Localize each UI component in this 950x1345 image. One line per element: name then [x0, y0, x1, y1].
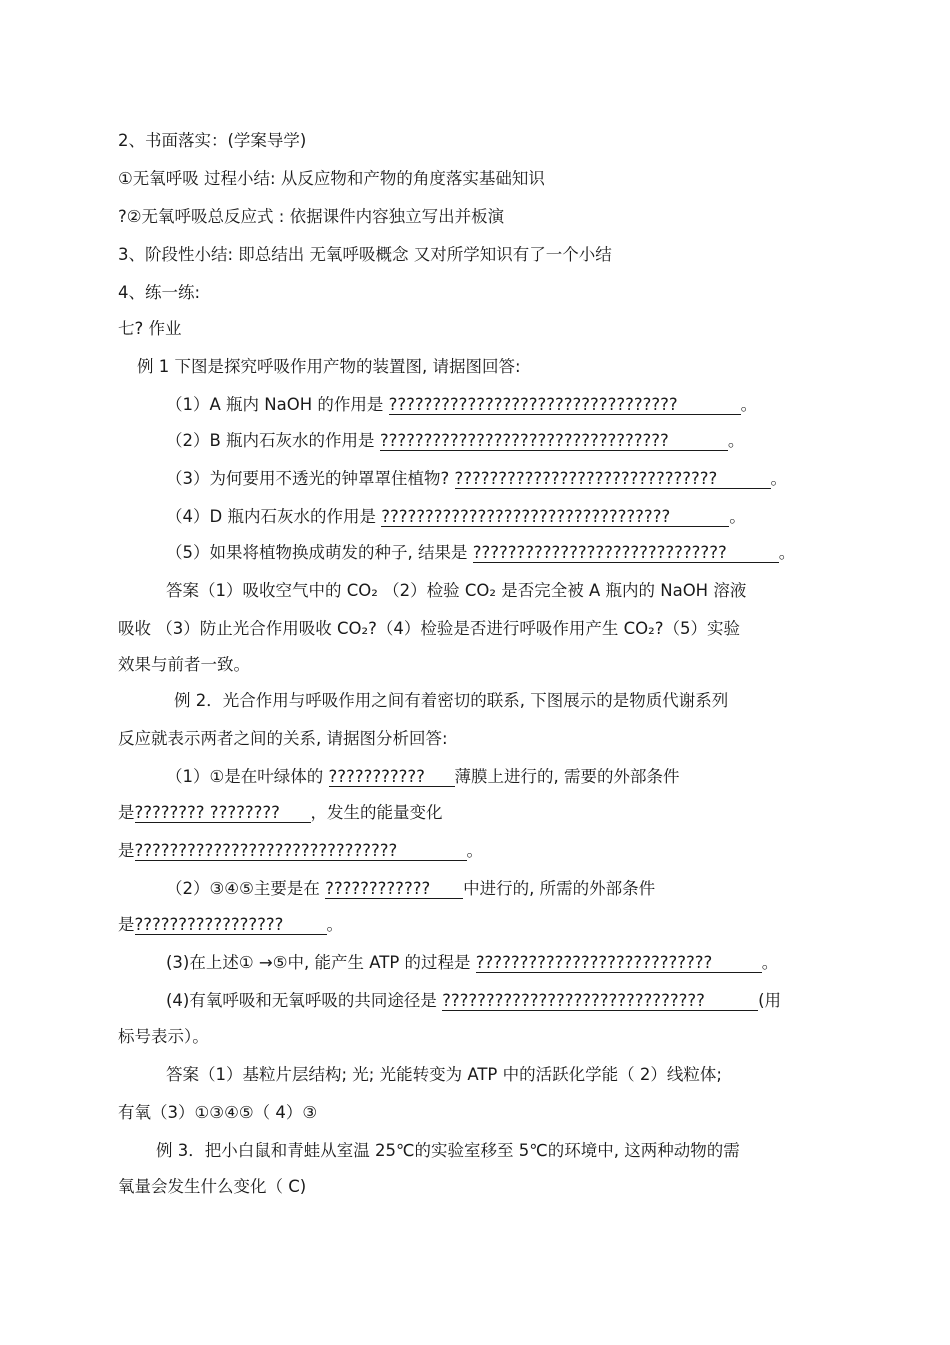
question-text: (3)在上述① →⑤中, 能产生 ATP 的过程是: [166, 953, 476, 972]
question-end: 。: [740, 395, 758, 414]
answer-blank: ????????????: [325, 880, 463, 899]
answer-line: 有氧（3）①③④⑤（ 4）③: [118, 1103, 318, 1122]
question-end: (用: [758, 991, 782, 1010]
question-text: 是: [118, 803, 135, 822]
question-line: [118, 915, 343, 935]
question-text: (4)有氧呼吸和无氧呼吸的共同途径是: [166, 991, 443, 1010]
answer-blank: ?????????????????????????????????: [381, 508, 729, 527]
question-line: [118, 841, 483, 861]
answer-blank: ???????? ????????: [135, 804, 311, 823]
answer-line: 答案（1）基粒片层结构; 光; 光能转变为 ATP 中的活跃化学能（ 2）线粒体;: [166, 1065, 722, 1084]
text-line: ?②无氧呼吸总反应式 : 依据课件内容独立写出并板演: [118, 207, 505, 226]
question-text: （1）A 瓶内 NaOH 的作用是: [166, 395, 389, 414]
question-text: （2）③④⑤主要是在: [166, 879, 326, 898]
question-text: 是: [118, 915, 135, 934]
question-end: 。: [727, 431, 745, 450]
question-end: 。: [761, 953, 779, 972]
question-line: [166, 953, 778, 973]
text-line: ①无氧呼吸 过程小结: 从反应物和产物的角度落实基础知识: [118, 169, 545, 188]
example-title: 反应就表示两者之间的关系, 请据图分析回答:: [118, 729, 448, 748]
question-line: [166, 879, 655, 899]
question-end: 。: [466, 841, 483, 860]
example-title: 例 2．光合作用与呼吸作用之间有着密切的联系, 下图展示的是物质代谢系列: [174, 691, 729, 710]
question-line: [166, 395, 757, 415]
question-end: 。: [770, 469, 788, 488]
question-line: [166, 767, 680, 787]
example-title: 例 3．把小白鼠和青蛙从室温 25℃的实验室移至 5℃的环境中, 这两种动物的需: [156, 1141, 740, 1160]
text-line: 标号表示）。: [118, 1027, 209, 1046]
answer-line: 效果与前者一致。: [118, 655, 250, 674]
answer-line: 吸收 （3）防止光合作用吸收 CO₂?（4）检验是否进行呼吸作用产生 CO₂?（5）实验: [118, 619, 740, 638]
question-line: [166, 991, 781, 1011]
question-line: [166, 543, 795, 563]
section-heading: 七? 作业: [118, 319, 182, 338]
question-text: 是: [118, 841, 135, 860]
question-line: [166, 431, 744, 451]
question-end: 。: [326, 915, 343, 934]
question-text: （1）①是在叶绿体的: [166, 767, 329, 786]
answer-blank: ???????????: [329, 768, 455, 787]
question-end: ，发生的能量变化: [310, 803, 443, 822]
text-line: 4、练一练:: [118, 283, 201, 302]
answer-blank: ?????????????????????????????: [473, 544, 779, 563]
question-line: [118, 803, 443, 823]
question-end: 薄膜上进行的, 需要的外部条件: [454, 767, 680, 786]
answer-blank: ?????????????????????????????????: [389, 396, 741, 415]
question-line: [166, 507, 746, 527]
question-line: [166, 469, 787, 489]
question-end: 。: [729, 507, 746, 526]
question-end: 中进行的, 所需的外部条件: [463, 879, 656, 898]
question-text: （5）如果将植物换成萌发的种子, 结果是: [166, 543, 473, 562]
answer-blank: ??????????????????????????????: [442, 992, 758, 1011]
answer-blank: ?????????????????????????????????: [380, 432, 728, 451]
question-text: （2）B 瓶内石灰水的作用是: [166, 431, 380, 450]
answer-blank: ?????????????????: [135, 916, 327, 935]
answer-blank: ??????????????????????????????: [135, 842, 467, 861]
text-line: 2、书面落实：(学案导学): [118, 131, 307, 150]
example-title: 例 1 下图是探究呼吸作用产物的装置图, 请据图回答:: [137, 357, 521, 376]
answer-blank: ??????????????????????????????: [455, 470, 771, 489]
question-text: （4）D 瓶内石灰水的作用是: [166, 507, 382, 526]
example-title: 氧量会发生什么变化（ C): [118, 1177, 307, 1196]
answer-blank: ???????????????????????????: [476, 954, 762, 973]
answer-line: 答案（1）吸收空气中的 CO₂ （2）检验 CO₂ 是否完全被 A 瓶内的 NaOH 溶液: [166, 581, 747, 600]
question-text: （3）为何要用不透光的钟罩罩住植物?: [166, 469, 455, 488]
question-end: 。: [778, 543, 796, 562]
text-line: 3、阶段性小结: 即总结出 无氧呼吸概念 又对所学知识有了一个小结: [118, 245, 612, 264]
